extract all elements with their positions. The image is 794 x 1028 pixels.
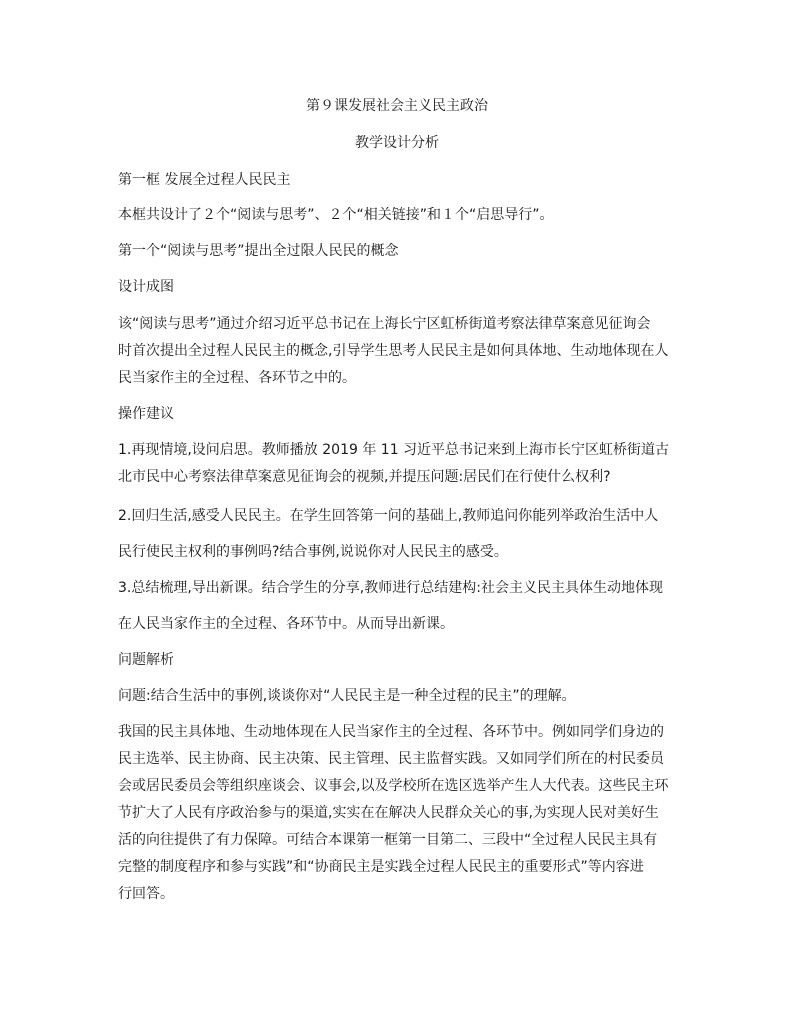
question-line: 问题:结合生活中的事例,谈谈你对“人民民主是一种全过程的民主”的理解。 (118, 688, 576, 704)
design-paragraph-line: 时首次提出全过程人民民主的概念,引导学生思考人民民主是如何具体地、生动地体现在人 (118, 343, 669, 359)
section-heading: 第一框 发展全过程人民民主 (118, 172, 291, 188)
overview-paragraph: 本框共设计了２个“阅读与思考”、２个“相关链接”和１个“启思导行”。 (118, 207, 554, 223)
design-paragraph-line: 民当家作主的全过程、各环节之中的。 (118, 370, 356, 386)
answer-line: 我国的民主具体地、生动地体现在人民当家作主的全过程、各环节中。例如同学们身边的 (118, 724, 664, 740)
step-one-line: 1.再现情境,设问启思。教师播放 2019 年 11 习近平总书记来到上海市长宁区虹桥街道古 (118, 442, 670, 458)
answer-line: 会或居民委员会等组织座谈会、议事会,以及学校所在选区选举产生人大代表。这些民主环 (118, 778, 669, 794)
step-three-line: 3.总结梳理,导出新课。结合学生的分享,教师进行总结建构:社会主义民主具体生动地体现 (118, 580, 663, 596)
step-two-line: 民行使民主权利的事例吗?结合事例,说说你对人民民主的感受。 (118, 544, 508, 560)
step-three-line: 在人民当家作主的全过程、各环节中。从而导出新课。 (118, 616, 454, 632)
operation-heading: 操作建议 (118, 406, 174, 422)
answer-line: 行回答。 (118, 886, 174, 902)
step-one-line: 北市民中心考察法律草案意见征询会的视频,并提压问题:居民们在行使什么权利? (118, 469, 611, 485)
lesson-title: 第９课发展社会主义民主政治 (306, 98, 488, 114)
item-heading: 第一个“阅读与思考”提出全过限人民民的概念 (118, 243, 399, 259)
answer-line: 完整的制度程序和参与实践”和“协商民主是实践全过程人民民主的重要形式”等内容进 (118, 859, 644, 875)
design-heading: 设计成图 (118, 279, 174, 295)
answer-line: 民主选举、民主协商、民主决策、民主管理、民主监督实践。又如同学们所在的村民委员 (118, 751, 664, 767)
document-subtitle: 教学设计分析 (355, 135, 439, 151)
design-paragraph-line: 该“阅读与思考”通过介绍习近平总书记在上海长宁区虹桥街道考察法律草案意见征询会 (118, 316, 651, 332)
analysis-heading: 问题解析 (118, 652, 174, 668)
step-two-line: 2.回归生活,感受人民民主。在学生回答第一问的基础上,教师追问你能列举政治生活中人 (118, 508, 659, 524)
answer-line: 活的向往提供了有力保障。可结合本课第一框第一目第二、三段中“全过程人民民主具有 (118, 832, 658, 848)
answer-line: 节扩大了人民有序政治参与的渠道,实实在在解决人民群众关心的事,为实现人民对美好生 (118, 805, 659, 821)
